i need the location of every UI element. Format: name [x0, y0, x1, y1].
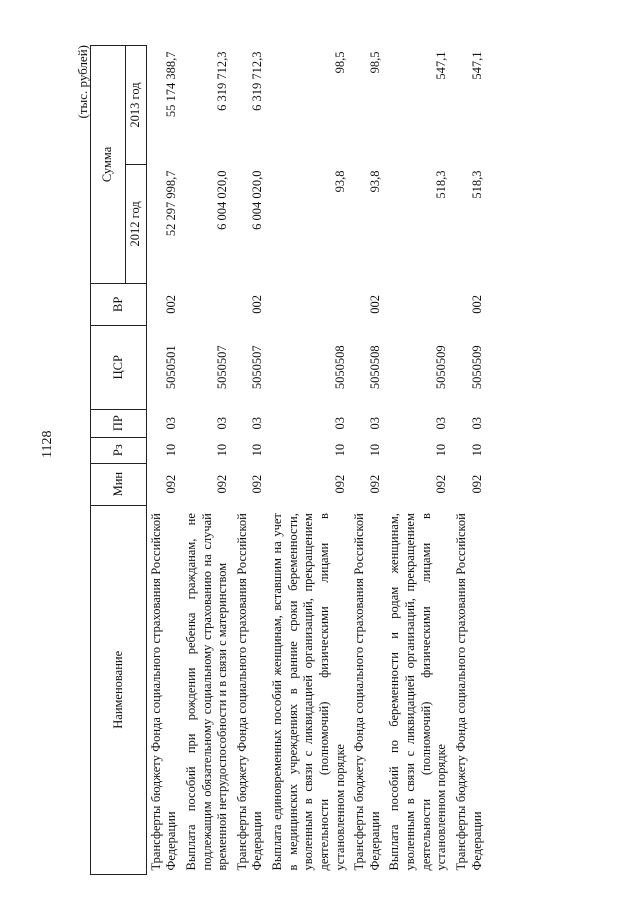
- row-min: 092: [434, 474, 449, 494]
- page-number: 1128: [40, 430, 55, 458]
- row-name: Трансферты бюджету Фонда социального страхования Российской Федерации: [352, 513, 382, 871]
- header-vr: ВР: [91, 283, 147, 325]
- row-value-2013: 6 319 712,3: [215, 51, 230, 111]
- row-name: Выплата пособий при рождении ребенка гражданам, не подлежащим обязательному социальному страхованию на случай временной нетрудоспособности и в связи с материнством: [183, 513, 230, 871]
- row-vr: 002: [367, 294, 382, 314]
- row-csr: 5050509: [469, 345, 484, 390]
- row-value-2013: 6 319 712,3: [250, 51, 265, 111]
- row-pr: 03: [469, 416, 484, 430]
- row-value-2012: 52 297 998,7: [164, 170, 179, 237]
- header-name: Наименование: [91, 505, 147, 874]
- budget-table: [90, 45, 487, 875]
- row-csr: 5050509: [434, 345, 449, 390]
- table-row: [385, 46, 452, 875]
- header-pr: ПР: [91, 409, 147, 437]
- row-pr: 03: [332, 416, 347, 430]
- row-min: 092: [215, 474, 230, 494]
- header-sum: Сумма: [91, 46, 126, 284]
- row-pr: 03: [164, 416, 179, 430]
- row-name: Трансферты бюджету Фонда социального страхования Российской Федерации: [453, 513, 484, 871]
- row-rz: 10: [250, 443, 265, 457]
- row-rz: 10: [215, 443, 230, 457]
- row-value-2013: 98,5: [332, 51, 347, 74]
- row-value-2013: 98,5: [367, 51, 382, 74]
- row-pr: 03: [215, 416, 230, 430]
- header-rz: Рз: [91, 437, 147, 463]
- row-csr: 5050507: [215, 345, 230, 390]
- row-value-2013: 55 174 388,7: [164, 51, 179, 118]
- header-csr: ЦСР: [91, 325, 147, 409]
- row-value-2012: 93,8: [332, 170, 347, 193]
- row-min: 092: [332, 474, 347, 494]
- table-body: [146, 46, 487, 875]
- table-row: [350, 46, 385, 875]
- row-name: Выплата пособий по беременности и родам женщинам, уволенным в связи с ликвидацией организаций, прекращением деятельности (полномочий) физическими лицами в установленном порядке: [387, 513, 449, 871]
- row-value-2012: 93,8: [367, 170, 382, 193]
- rotated-page: [75, 35, 620, 875]
- row-value-2012: 6 004 020,0: [250, 170, 265, 230]
- row-name: Выплата единовременных пособий женщинам, вставшим на учет в медицинских учреждениях в ранние сроки беременности, уволенным в связи с ликвидацией организаций, прекращением деятельности (полномочий) физическими лицами в установленном порядке: [270, 513, 347, 871]
- row-value-2013: 547,1: [469, 51, 484, 80]
- row-rz: 10: [332, 443, 347, 457]
- row-csr: 5050501: [164, 345, 179, 390]
- table-row: [182, 46, 233, 875]
- row-vr: 002: [250, 294, 265, 314]
- row-csr: 5050507: [250, 345, 265, 390]
- row-name: Трансферты бюджету Фонда социального страхования Российской Федерации: [234, 513, 265, 871]
- row-value-2012: 518,3: [469, 170, 484, 199]
- row-vr: 002: [164, 294, 179, 314]
- row-rz: 10: [469, 443, 484, 457]
- row-value-2012: 518,3: [434, 170, 449, 199]
- row-pr: 03: [367, 416, 382, 430]
- row-vr: [268, 283, 350, 325]
- row-rz: 10: [434, 443, 449, 457]
- header-2012: 2012 год: [126, 164, 147, 283]
- table-row: [146, 46, 182, 875]
- header-2013: 2013 год: [126, 46, 147, 165]
- row-min: 092: [164, 474, 179, 494]
- row-vr: 002: [469, 294, 484, 314]
- row-pr: 03: [434, 416, 449, 430]
- row-min: 092: [367, 474, 382, 494]
- row-value-2012: 6 004 020,0: [215, 170, 230, 230]
- table-row: [452, 46, 487, 875]
- row-vr: [182, 283, 233, 325]
- row-pr: 03: [250, 416, 265, 430]
- table-row: [233, 46, 268, 875]
- row-csr: 5050508: [332, 345, 347, 390]
- row-name: Трансферты бюджету Фонда социального страхования Российской Федерации: [148, 513, 179, 871]
- row-value-2013: 547,1: [434, 51, 449, 80]
- table-row: [268, 46, 350, 875]
- row-csr: 5050508: [367, 345, 382, 390]
- row-min: 092: [469, 474, 484, 494]
- row-rz: 10: [164, 443, 179, 457]
- row-rz: 10: [367, 443, 382, 457]
- row-vr: [385, 283, 452, 325]
- header-min: Мин: [91, 463, 147, 505]
- row-min: 092: [250, 474, 265, 494]
- unit-label: (тыс. рублей): [75, 45, 90, 119]
